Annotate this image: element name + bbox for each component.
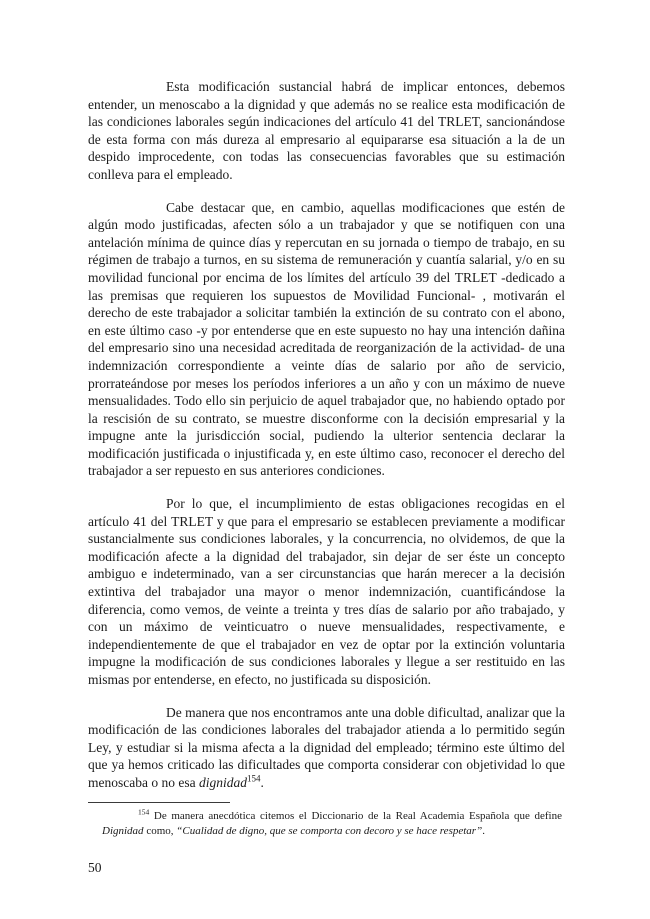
footnote-number: 154 xyxy=(138,807,150,817)
paragraph-3-text: Por lo que, el incumplimiento de estas obligaciones recogidas en el artículo 41 del TRLET y que para el empresario se establecen previamente a modificar sustancialmente sus condiciones laborales, y la concurrencia, no olvidemos, de que la modificación afecte a la dignidad del trabajador, sin dejar de ser éste un concepto ambiguo e indeterminado, van a ser circunstancias que harán merecer a la decisión extintiva del trabajador una mayor o menor indemnización, cuantificándose la diferencia, como vemos, de veinte a treinta y tres días de salario por año trabajado, y con un máximo de veinticuatro o nueve mensualidades, respectivamente, e independientemente de que el trabajador en vez de optar por la extinción voluntaria impugne la modificación de sus condiciones laborales y llegue a ser restituido en las mismas por entenderse, en efecto, no justificada su disposición. xyxy=(88,496,565,687)
paragraph-3 xyxy=(88,495,565,689)
paragraph-1-text: Esta modificación sustancial habrá de implicar entonces, debemos entender, un menoscabo a la dignidad y que además no se realice esta modificación de las condiciones laborales según indicaciones del artículo 41 del TRLET, sancionándose de esta forma con más dureza al empresario al equipararse esa situación a la de un despido improcedente, con todas las consecuencias favorables que su estimación conlleva para el empleado. xyxy=(88,79,565,182)
page-number: 50 xyxy=(88,860,102,875)
paragraph-4-text: De manera que nos encontramos ante una doble dificultad, analizar que la modificación de las condiciones laborales del trabajador atienda a lo permitido según Ley, y estudiar si la misma afecta a la dignidad del empleado; término este último del que ya hemos criticado las dificultades que comporta considerar con objetividad lo que menoscaba o no esa xyxy=(88,704,565,790)
paragraph-4-tail: . xyxy=(260,774,264,790)
text-block xyxy=(88,78,565,807)
footnote-italic-term: Dignidad xyxy=(102,825,144,837)
footnote-separator xyxy=(88,802,230,803)
footnote-reference: 154 xyxy=(246,773,261,784)
footnote-area xyxy=(88,802,565,839)
paragraph-2-text: Cabe destacar que, en cambio, aquellas modificaciones que estén de algún modo justificadas, afecten sólo a un trabajador y que se notifiquen con una antelación mínima de quince días y repercutan en su jornada o tiempo de trabajo, en su régimen de trabajo a turnos, en su sistema de remuneración y cuantía salarial, y/o en su movilidad funcional por encima de los límites del artículo 39 del TRLET -dedicado a las premisas que requieren los supuestos de Movilidad Funcional- , motivarán el derecho de este trabajador a solicitar también la extinción de su contrato con el abono, en este último caso -y por entenderse que en este supuesto no hay una intención dañina del empresario sino una necesidad acreditada de reorganización de la actividad- de una indemnización correspondiente a veinte días de salario por año de servicio, prorrateándose por meses los períodos inferiores a un año y con un máximo de nueve mensualidades. Todo ello sin perjuicio de aquel trabajador que, no habiendo optado por la rescisión de su contrato, se muestre disconforme con la decisión empresarial y la impugne ante la jurisdicción social, pudiendo la ulterior sentencia declarar la modificación justificada o injustificada y, en este último caso, reconocer el derecho del trabajador a ser repuesto en sus anteriores condiciones. xyxy=(88,199,565,479)
footnote-text-3: . xyxy=(482,825,485,837)
paragraph-4 xyxy=(88,704,565,792)
footnote xyxy=(88,809,562,839)
paragraph-1 xyxy=(88,78,565,184)
footnote-text-2: como, xyxy=(143,825,177,837)
paragraph-4-italic-term: dignidad xyxy=(198,774,247,790)
paragraph-2 xyxy=(88,199,565,481)
footnote-text-1: De manera anecdótica citemos el Diccionario de la Real Academia Española que define xyxy=(149,810,562,822)
footnote-quote: “Cualidad de digno, que se comporta con decoro y se hace respetar” xyxy=(176,825,483,837)
